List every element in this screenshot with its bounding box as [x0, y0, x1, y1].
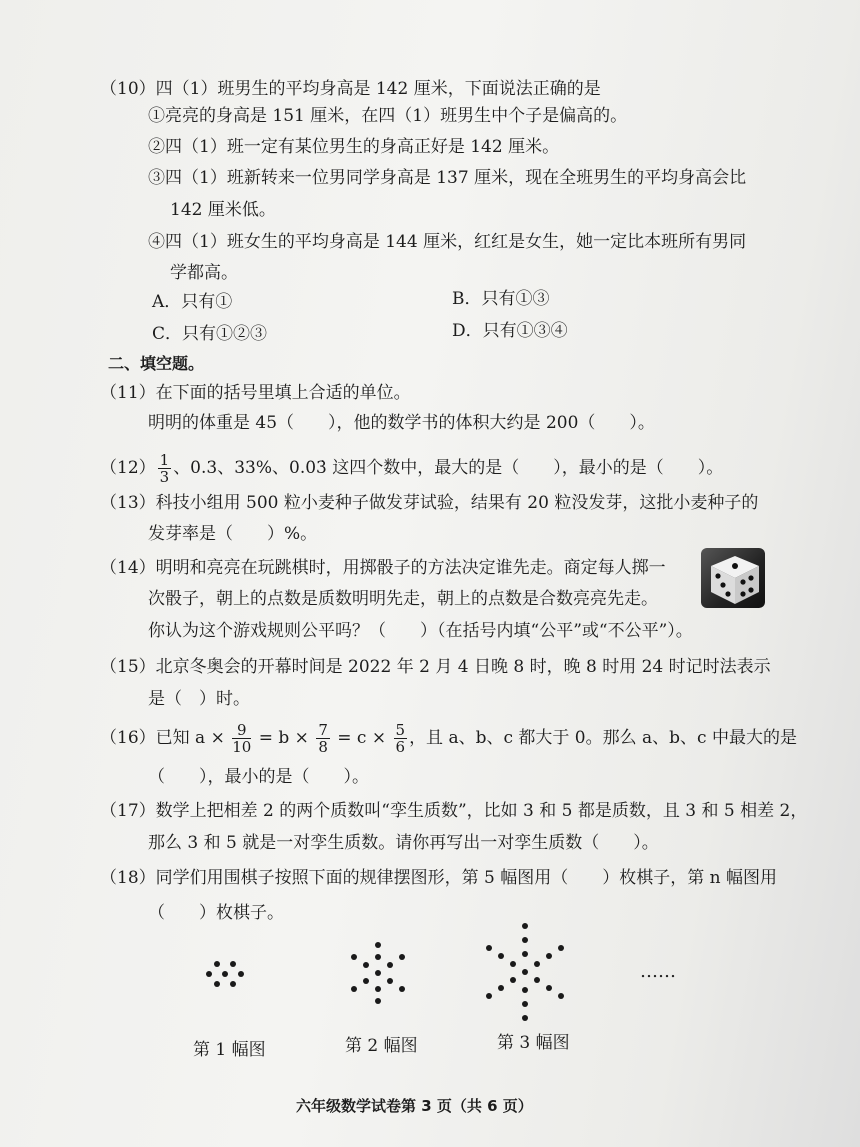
- figure-2-dot: [363, 962, 369, 968]
- figure-1-dot: [238, 971, 244, 977]
- figure-2-caption: 第 2 幅图: [345, 1036, 418, 1056]
- figure-1-dots: [195, 950, 255, 1000]
- figure-3-dots: [480, 918, 570, 1026]
- q10-statement-3: ③四（1）班新转来一位男同学身高是 137 厘米，现在全班男生的平均身高会比: [148, 168, 747, 188]
- q16-fraction-3: [394, 722, 408, 755]
- figure-3-dot: [522, 987, 528, 993]
- figure-2-dot: [375, 970, 381, 976]
- figure-1-dot: [222, 971, 228, 977]
- figure-3-dot: [534, 961, 540, 967]
- q14-line-2: 次骰子，朝上的点数是质数明明先走，朝上的点数是合数亮亮先走。: [148, 589, 658, 609]
- figure-2-dot: [399, 986, 405, 992]
- q16-fraction-3-numerator: 5: [395, 721, 406, 739]
- figure-1-caption: 第 1 幅图: [193, 1040, 266, 1060]
- q17-line-1: （17）数学上把相差 2 的两个质数叫“孪生质数”，比如 3 和 5 都是质数，且 3 和 5 相差 2，: [100, 801, 808, 821]
- q16-fraction-1: [232, 722, 251, 755]
- figure-3-dot: [486, 993, 492, 999]
- q18-line-1: （18）同学们用围棋子按照下面的规律摆图形，第 5 幅图用（ ）枚棋子，第 n 幅图用: [100, 868, 778, 888]
- figure-3-dot: [522, 1015, 528, 1021]
- q10-statement-4-cont: 学都高。: [170, 263, 238, 283]
- figure-3-dot: [498, 953, 504, 959]
- q14-line-3: 你认为这个游戏规则公平吗？（ ）（在括号内填“公平”或“不公平”）。: [148, 621, 693, 641]
- figure-2-dot: [387, 978, 393, 984]
- figure-3-caption: 第 3 幅图: [497, 1033, 570, 1053]
- figure-3-dot: [522, 951, 528, 957]
- q10-option-a: A．只有①: [152, 292, 233, 312]
- q10-statement-3-cont: 142 厘米低。: [170, 200, 276, 220]
- q10-stem: （10）四（1）班男生的平均身高是 142 厘米，下面说法正确的是: [100, 79, 601, 99]
- q10-statement-4: ④四（1）班女生的平均身高是 144 厘米，红红是女生，她一定比本班所有男同: [148, 232, 747, 252]
- figure-ellipsis: ……: [640, 961, 676, 982]
- figure-3-dot: [546, 953, 552, 959]
- figure-3-dot: [486, 945, 492, 951]
- q13-line-2: 发芽率是（ ）%。: [148, 524, 318, 544]
- figure-2-dot: [375, 986, 381, 992]
- q10-option-c: C．只有①②③: [152, 324, 268, 344]
- figure-2-dot: [387, 962, 393, 968]
- q10-statement-1: ①亮亮的身高是 151 厘米，在四（1）班男生中个子是偏高的。: [148, 106, 628, 126]
- section-heading-fill-in: 二、填空题。: [108, 354, 205, 373]
- figure-1-dot: [230, 981, 236, 987]
- q16-fraction-1-denominator: 10: [232, 738, 252, 756]
- q16-fraction-2-denominator: 8: [318, 738, 328, 756]
- figure-3-dot: [510, 977, 516, 983]
- q16-equals-c: = c ×: [337, 728, 387, 748]
- figure-3-dot: [558, 945, 564, 951]
- q16-line-1: [100, 722, 797, 755]
- q18-line-2: （ ）枚棋子。: [148, 903, 284, 923]
- q16-text: ，且 a、b、c 都大于 0。那么 a、b、c 中最大的是: [409, 728, 797, 748]
- q15-line-1: （15）北京冬奥会的开幕时间是 2022 年 2 月 4 日晚 8 时，晚 8 时用 24 时记时法表示: [100, 657, 771, 677]
- q16-fraction-3-denominator: 6: [395, 738, 406, 756]
- q15-line-2: 是（ ）时。: [148, 689, 250, 709]
- q11-stem: （11）在下面的括号里填上合适的单位。: [100, 383, 411, 403]
- figure-1-dot: [206, 971, 212, 977]
- figure-3-dot: [522, 923, 528, 929]
- q12-line: [100, 452, 723, 485]
- figure-2-dot: [375, 942, 381, 948]
- figure-2-dot: [375, 998, 381, 1004]
- q12-fraction: [158, 452, 172, 485]
- dice-image: [701, 548, 765, 608]
- q16-equals-b: = b ×: [258, 728, 309, 748]
- q16-fraction-2-numerator: 7: [318, 721, 328, 739]
- figure-2-dot: [375, 954, 381, 960]
- figure-2-dot: [363, 978, 369, 984]
- figure-1-dot: [214, 961, 220, 967]
- figure-3-dot: [558, 993, 564, 999]
- q10-statement-2: ②四（1）班一定有某位男生的身高正好是 142 厘米。: [148, 137, 560, 157]
- page-footer: 六年级数学试卷第 3 页（共 6 页）: [296, 1097, 533, 1115]
- q11-line: 明明的体重是 45（ ），他的数学书的体积大约是 200（ ）。: [148, 413, 655, 433]
- q16-line-2: （ ），最小的是（ ）。: [148, 767, 369, 787]
- figure-2-dots: [338, 935, 418, 1013]
- figure-1-dot: [214, 981, 220, 987]
- figure-3-dot: [522, 969, 528, 975]
- figure-3-dot: [534, 977, 540, 983]
- figure-3-dot: [522, 937, 528, 943]
- q16-prefix: （16）已知 a ×: [100, 728, 225, 748]
- q12-number: （12）: [100, 458, 156, 478]
- figure-2-dot: [351, 954, 357, 960]
- q10-option-d: D．只有①③④: [452, 321, 568, 341]
- figure-3-dot: [546, 985, 552, 991]
- figure-3-dot: [510, 961, 516, 967]
- figure-3-dot: [522, 1001, 528, 1007]
- q16-fraction-2: [316, 722, 330, 755]
- figure-2-dot: [351, 986, 357, 992]
- q12-fraction-numerator: 1: [159, 451, 170, 469]
- q17-line-2: 那么 3 和 5 就是一对孪生质数。请你再写出一对孪生质数（ ）。: [148, 833, 659, 853]
- q13-line-1: （13）科技小组用 500 粒小麦种子做发芽试验，结果有 20 粒没发芽，这批小麦种子的: [100, 493, 759, 513]
- figure-1-dot: [230, 961, 236, 967]
- figure-2-dot: [399, 954, 405, 960]
- q10-option-b: B．只有①③: [452, 289, 550, 309]
- q16-fraction-1-numerator: 9: [232, 722, 251, 739]
- figure-3-dot: [498, 985, 504, 991]
- q12-fraction-denominator: 3: [159, 468, 170, 486]
- q14-line-1: （14）明明和亮亮在玩跳棋时，用掷骰子的方法决定谁先走。商定每人掷一: [100, 558, 666, 578]
- q12-text: 、0.3、33%、0.03̇ 这四个数中，最大的是（ ），最小的是（ ）。: [173, 458, 724, 478]
